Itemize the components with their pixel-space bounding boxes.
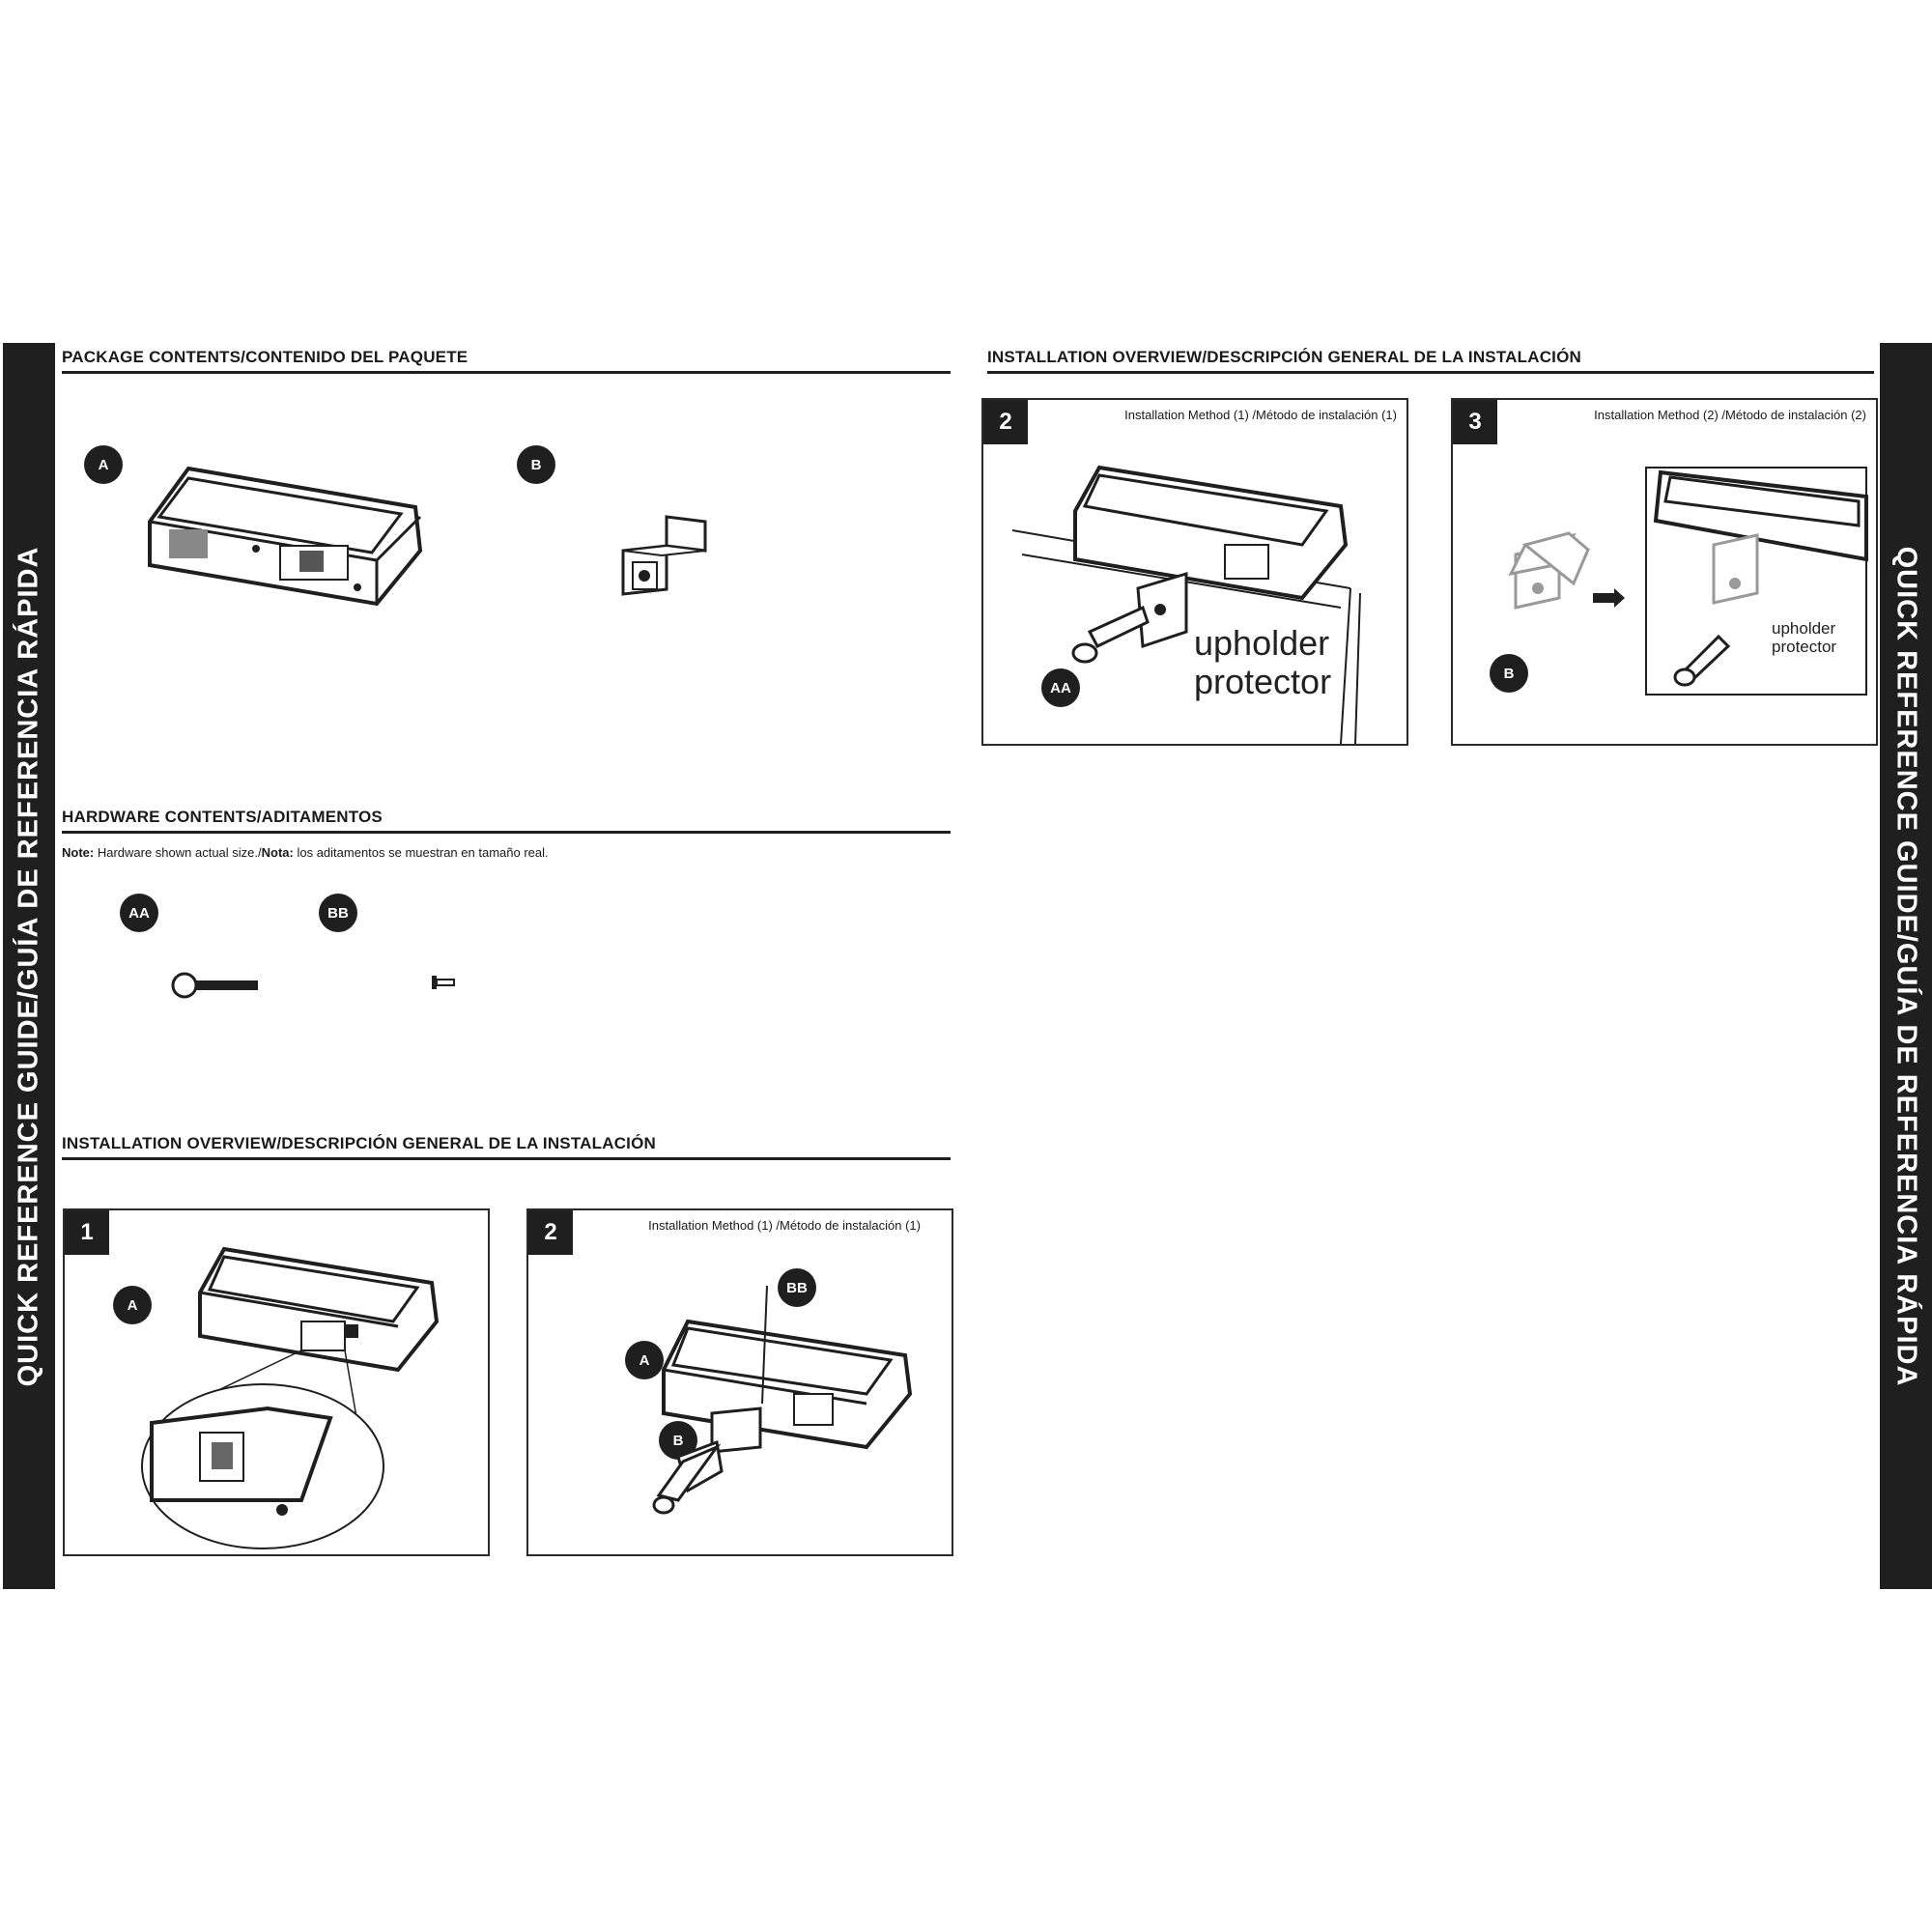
mounting-bracket-icon [613,512,720,609]
step-2-right-callout [1194,624,1331,700]
installation-overview-right-title: INSTALLATION OVERVIEW/DESCRIPCIÓN GENERAL DE LA INSTALACIÓN [987,348,1874,374]
step-3-method-label: Installation Method (2) /Método de instalación (2) [1594,408,1866,422]
step-2-left-illustration [528,1210,952,1554]
step-2-left-badge-a: A [625,1341,664,1379]
side-banner-left [3,343,55,1589]
step-3-callout-line-1: upholder [1772,619,1836,638]
step-2-left-badge-bb: BB [778,1268,816,1307]
step-3-badge-b: B [1490,654,1528,693]
controller-box-icon [145,464,425,609]
step-2-right-callout-line-2: protector [1194,661,1332,701]
side-banner-right [1880,343,1932,1589]
step-1-panel [63,1208,490,1556]
step-3-callout [1772,620,1836,656]
side-banner-left-text: QUICK REFERENCE GUIDE/GUÍA DE REFERENCIA RÁPIDA [13,546,44,1386]
step-1-number: 1 [65,1210,109,1255]
package-item-b-badge: B [517,445,555,484]
step-3-method-2-panel [1451,398,1878,746]
package-contents-title: PACKAGE CONTENTS/CONTENIDO DEL PAQUETE [62,348,951,374]
step-2-right-method-label: Installation Method (1) /Método de instalación (1) [1124,408,1397,422]
step-2-left-number: 2 [528,1210,573,1255]
step-2-right-badge-aa: AA [1041,668,1080,707]
installation-overview-left-title: INSTALLATION OVERVIEW/DESCRIPCIÓN GENERAL DE LA INSTALACIÓN [62,1134,951,1160]
hardware-note-bold-en: Note: [62,845,95,860]
step-3-callout-line-2: protector [1772,637,1837,656]
hardware-note-bold-es: Nota: [261,845,294,860]
step-1-illustration [65,1210,488,1554]
small-screw-icon [430,973,459,992]
side-banner-right-text: QUICK REFERENCE GUIDE/GUÍA DE REFERENCIA RÁPIDA [1890,546,1922,1386]
step-2-left-method-label: Installation Method (1) /Método de instalación (1) [648,1218,921,1233]
step-3-illustration [1453,400,1876,744]
step-2-left-badge-b: B [659,1421,697,1460]
step-2-method-1-panel [526,1208,953,1556]
hardware-note-text-en: Hardware shown actual size./ [94,845,262,860]
step-1-badge-a: A [113,1286,152,1324]
eye-screw-icon [169,971,266,1000]
hardware-contents-title: HARDWARE CONTENTS/ADITAMENTOS [62,808,951,834]
step-2-method-1-panel-right [981,398,1408,746]
step-3-number: 3 [1453,400,1497,444]
package-item-a-badge: A [84,445,123,484]
step-2-right-callout-line-1: upholder [1194,623,1330,663]
hardware-note-text-es: los aditamentos se muestran en tamaño real. [293,845,549,860]
step-2-right-number: 2 [983,400,1028,444]
hardware-note [62,845,549,860]
hardware-item-bb-badge: BB [319,894,357,932]
hardware-item-aa-badge: AA [120,894,158,932]
